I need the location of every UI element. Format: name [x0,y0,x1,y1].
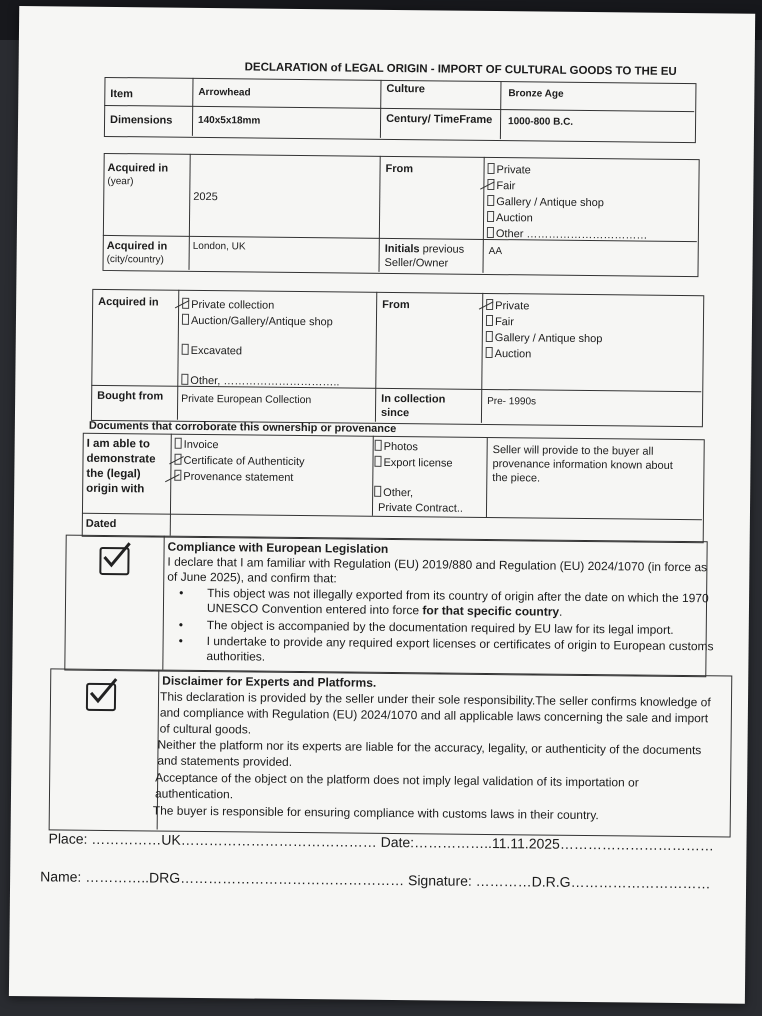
bought-from-value: Private European Collection [181,392,312,407]
initials-value: AA [488,245,503,258]
compliance-intro-2: of June 2025), and confirm that: [167,569,337,586]
culture-value: Bronze Age [508,88,564,100]
from-label: From [385,162,414,176]
doc-certificate-checked: Certificate of Authenticity [174,454,304,469]
dimensions-value: 140x5x18mm [198,114,261,127]
dimensions-label: Dimensions [110,114,173,127]
option-fair-checked: Fair [487,179,515,193]
disclaimer-line-4: Neither the platform nor its experts are liable for the accuracy, legality, or authenticity of the documents [157,737,702,758]
in-collection-label: In collection [381,392,446,406]
option-auction: Auction [487,211,533,225]
place-date-line: Place: ……………UK…………………………………… Date:……………..11.11.2025…………………………… [48,830,714,854]
provenance-heading: Documents that corroborate this ownership or provenance [88,419,397,436]
doc-photos: Photos [375,440,418,454]
disclaimer-line-1: This declaration is provided by the seller under their sole responsibility.The seller confirms knowledge of [159,689,711,710]
century-value: 1000-800 B.C. [508,116,574,128]
checkbox-checked-icon-2 [86,683,116,711]
acquired-city-value: London, UK [192,240,246,253]
option-gallery: Gallery / Antique shop [486,331,603,346]
option-auction-gallery: Auction/Gallery/Antique shop [182,314,333,330]
option-excavated: Excavated [182,344,243,359]
compliance-intro-1: I declare that I am familiar with Regulation (EU) 2019/880 and Regulation (EU) 2024/1070 (in force as [167,554,708,575]
item-value: Arrowhead [198,86,251,99]
in-collection-label2: since [380,406,410,420]
bought-from-label: Bought from [97,389,164,403]
doc-other-detail: Private Contract.. [377,501,464,515]
from-label-2: From [382,298,410,312]
declaration-form: DECLARATION of LEGAL ORIGIN - IMPORT OF CULTURAL GOODS TO THE EU Item Arrowhead Culture Bronze Age Dimensions 140x5x18mm Century/ TimeFrame 1000-800 B.C. Acquired in (year) 2025 From Private Fair Gallery / Antique shop Auction Other …………………………… Acquired in (city/country) London, UK Initials previous Seller/Owner AA Acquired in Private collection Auction/Gallery/Antique shop Excavated Other, ………………………….. From Private Fair Gallery / Antique shop Auction Bought from Private European Collection In collection since Pre- 1990s Documents that corroborate this ownership or provenance I am able to demonstrate the (legal) origin with Invoice Certificate of Authenticity Provenance statement Photos Export license Other, Private Contract.. Seller will provide to the buyer all provenance information known about the piece. Dated Compliance with European Legislation I declare that I am familiar with Regulation (EU) 2019/880 and Regulation (EU) 2024/1070 (in force as of June 2025), and confirm that: • This object was not illegally exported from its country of origin after the date on which the 1970 UNESCO Convention entered into force for that specific country. • The object is accompanied by the documentation required by EU law for its legal import. • I undertake to provide any required export licenses or certificates of origin to European customs authorities. Disclaimer for Experts and Platforms. This declaration is provided by the seller under their sole responsibility.The seller confirms knowledge of and compliance with Regulation (EU) 2024/1070 and all applicable laws concerning the sale and import of cultural goods. Neither the platform nor its experts are liable for the accuracy, legality, or authenticity of the documents and statements provided. Acceptance of the object on the platform does not imply legal validation of its importation or authentication. The buyer is responsible for ensuring compliance with customs laws in their country. Place: ……………UK…………………………………… Date:……………..11.11.2025…………………………… Name: …………..DRG………………………………………… Signature: …………D.R.G………………………… [9,6,755,1004]
acquired-in-label: Acquired in [98,295,159,309]
acquired-year-label: Acquired in [107,161,169,175]
bullet-1-line-2: UNESCO Convention entered into force for that specific country. [206,601,563,619]
form-title: DECLARATION of LEGAL ORIGIN - IMPORT OF CULTURAL GOODS TO THE EU [244,61,677,78]
doc-other: Other, [374,486,413,500]
disclaimer-line-6: Acceptance of the object on the platform does not imply legal validation of its importation or [155,770,639,790]
disclaimer-line-2: and compliance with Regulation (EU) 2024/1070 and all applicable laws concerning the sale and import [159,705,709,726]
disclaimer-line-8: The buyer is responsible for ensuring compliance with customs laws in their country. [152,803,599,823]
bullet-1-line-1: This object was not illegally exported from its country of origin after the date on which the 1970 [207,586,709,606]
bullet-3: • [178,633,183,648]
acquired-year-value: 2025 [193,190,218,204]
bullet-1: • [179,585,184,600]
acquired-city-label: Acquired in [106,239,168,253]
bullet-2: • [178,617,184,632]
checkbox-checked-icon [99,547,129,575]
dated-label: Dated [85,517,117,531]
bullet-3-line-2: authorities. [206,649,266,664]
option-auction: Auction [486,347,532,361]
culture-label: Culture [386,82,425,96]
option-private-checked: Private [486,299,529,313]
disclaimer-line-5: and statements provided. [157,753,293,769]
disclaimer-line-7: authentication. [154,786,234,802]
bullet-2-text: The object is accompanied by the documentation required by EU law for its legal import. [206,618,674,637]
doc-provenance-checked: Provenance statement [174,470,293,485]
acquired-year-sub: (year) [107,175,134,188]
in-collection-value: Pre- 1990s [487,395,537,408]
compliance-heading: Compliance with European Legislation [167,539,389,556]
option-private: Private [487,163,530,177]
option-other: Other …………………………… [487,227,648,243]
item-label: Item [110,88,134,101]
acquired-city-sub: (city/country) [106,253,164,266]
disclaimer-line-3: of cultural goods. [159,721,252,737]
name-signature-line: Name: …………..DRG………………………………………… Signature: …………D.R.G………………………… [40,868,711,892]
century-label: Century/ TimeFrame [386,112,493,127]
bullet-3-line-1: I undertake to provide any required export licenses or certificates of origin to European customs [206,634,714,654]
option-private-collection-checked: Private collection [182,298,274,313]
initials-label2: Seller/Owner [384,256,449,270]
disclaimer-heading: Disclaimer for Experts and Platforms. [162,673,377,690]
doc-invoice: Invoice [175,438,219,452]
option-other: Other, ………………………….. [181,374,339,390]
option-fair: Fair [486,315,514,329]
initials-label: Initials previous [384,242,465,256]
doc-export-license: Export license [374,456,452,471]
option-gallery: Gallery / Antique shop [487,195,604,210]
